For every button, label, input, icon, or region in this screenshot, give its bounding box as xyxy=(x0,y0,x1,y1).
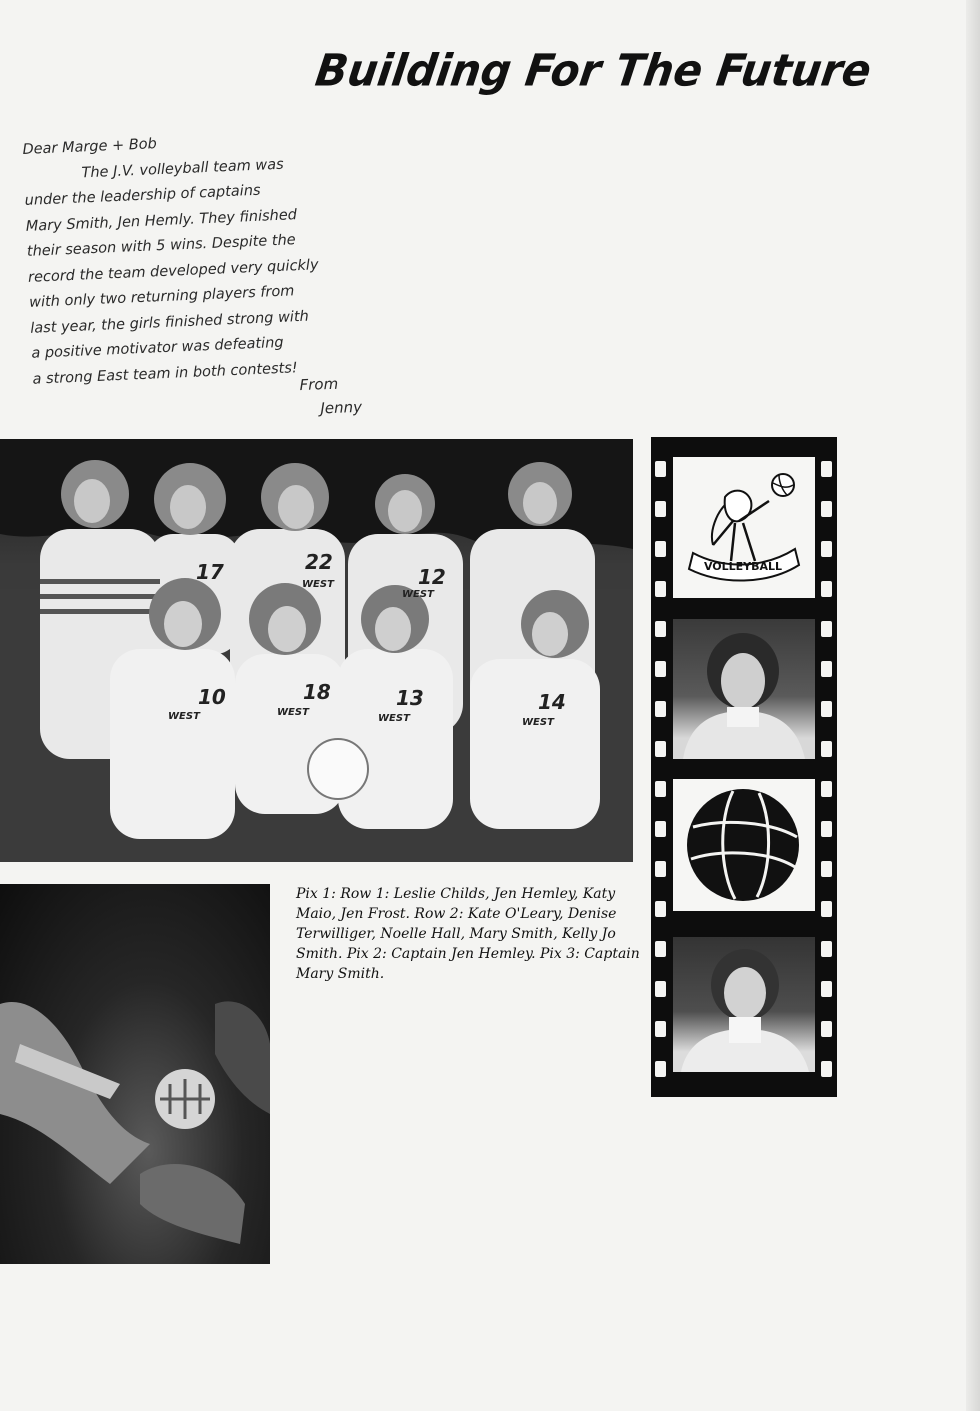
sprocket-hole xyxy=(821,701,832,717)
sprocket-hole xyxy=(821,621,832,637)
sprocket-hole xyxy=(655,861,666,877)
sprocket-hole xyxy=(821,861,832,877)
photo-caption: Pix 1: Row 1: Leslie Childs, Jen Hemley, Katy Maio, Jen Frost. Row 2: Kate O'Leary, Denise Terwilliger, Noelle Hall, Mary Smith, Kelly Jo Smith. Pix 2: Captain Jen Hemley. Pix 3: Captain Mary Smith. xyxy=(296,886,640,982)
note-line: their season with 5 wins. Despite the xyxy=(26,232,297,260)
sprocket-hole xyxy=(821,501,832,517)
jersey-number: 12 xyxy=(418,565,446,589)
sprocket-hole xyxy=(821,821,832,837)
jersey-number: 14 xyxy=(538,690,566,714)
sprocket-hole xyxy=(821,901,832,917)
sprocket-hole xyxy=(655,621,666,637)
film-frame-portrait-1 xyxy=(673,619,815,759)
sprocket-hole xyxy=(821,661,832,677)
jersey-logo-text: WEST xyxy=(168,711,200,722)
jersey-logo-text: WEST xyxy=(277,707,309,718)
film-frame-logo xyxy=(673,457,815,598)
note-line: under the leadership of captains xyxy=(24,182,261,209)
sprocket-hole xyxy=(821,941,832,957)
note-line: a strong East team in both contests! xyxy=(32,359,298,388)
sprocket-hole xyxy=(655,541,666,557)
game-action-photo xyxy=(0,884,270,1264)
sprocket-hole xyxy=(655,1021,666,1037)
jersey-number: 13 xyxy=(396,686,424,710)
jersey-logo-text: WEST xyxy=(378,713,410,724)
sprocket-hole xyxy=(655,941,666,957)
sprocket-hole xyxy=(655,781,666,797)
signoff-text: From xyxy=(299,374,339,395)
film-frame-portrait-2 xyxy=(673,937,815,1072)
jersey-logo-text: WEST xyxy=(302,579,334,590)
signature-name: Jenny xyxy=(320,397,363,418)
sprocket-hole xyxy=(821,541,832,557)
sprocket-hole xyxy=(655,901,666,917)
filmstrip-collage xyxy=(651,437,837,1097)
jersey-number: 17 xyxy=(196,560,224,584)
handwritten-note xyxy=(22,121,433,393)
sprocket-hole xyxy=(655,821,666,837)
sprocket-hole xyxy=(821,781,832,797)
jersey-logo-text: WEST xyxy=(402,589,434,600)
sprocket-hole xyxy=(821,1021,832,1037)
sprocket-hole xyxy=(655,461,666,477)
sprocket-hole xyxy=(821,461,832,477)
film-frame-volleyball xyxy=(673,779,815,911)
jersey-logo-text: WEST xyxy=(522,717,554,728)
note-line: Dear Marge + Bob xyxy=(22,136,158,158)
sprocket-hole xyxy=(821,981,832,997)
note-line: record the team developed very quickly xyxy=(27,256,319,286)
logo-banner-text: VOLLEYBALL xyxy=(703,560,783,573)
portrait-illustration xyxy=(673,619,815,759)
sprocket-hole xyxy=(821,741,832,757)
note-line: a positive motivator was defeating xyxy=(31,334,284,362)
sprocket-hole xyxy=(821,1061,832,1077)
note-line: last year, the girls finished strong with xyxy=(29,308,310,337)
jersey-number: 10 xyxy=(198,685,226,709)
volleyball-player-logo-icon xyxy=(673,457,815,598)
note-line: with only two returning players from xyxy=(28,283,295,311)
sprocket-hole xyxy=(655,501,666,517)
sprocket-hole xyxy=(655,581,666,597)
sprocket-hole xyxy=(655,701,666,717)
team-photo-illustration xyxy=(0,439,633,862)
jersey-number: 18 xyxy=(303,680,331,704)
sprocket-hole xyxy=(655,741,666,757)
page-title: Building For The Future xyxy=(312,44,875,97)
note-signature xyxy=(299,371,362,421)
team-photo xyxy=(0,439,633,862)
jersey-number: 22 xyxy=(305,550,333,574)
page-edge-shadow xyxy=(966,0,980,1411)
sprocket-hole xyxy=(821,581,832,597)
sprocket-hole xyxy=(655,981,666,997)
sprocket-hole xyxy=(655,1061,666,1077)
note-line: The J.V. volleyball team was xyxy=(81,156,284,181)
game-action-illustration xyxy=(0,884,270,1264)
portrait-illustration xyxy=(673,937,815,1072)
note-line: Mary Smith, Jen Hemly. They finished xyxy=(25,206,298,235)
sprocket-hole xyxy=(655,661,666,677)
volleyball-icon xyxy=(673,779,815,911)
